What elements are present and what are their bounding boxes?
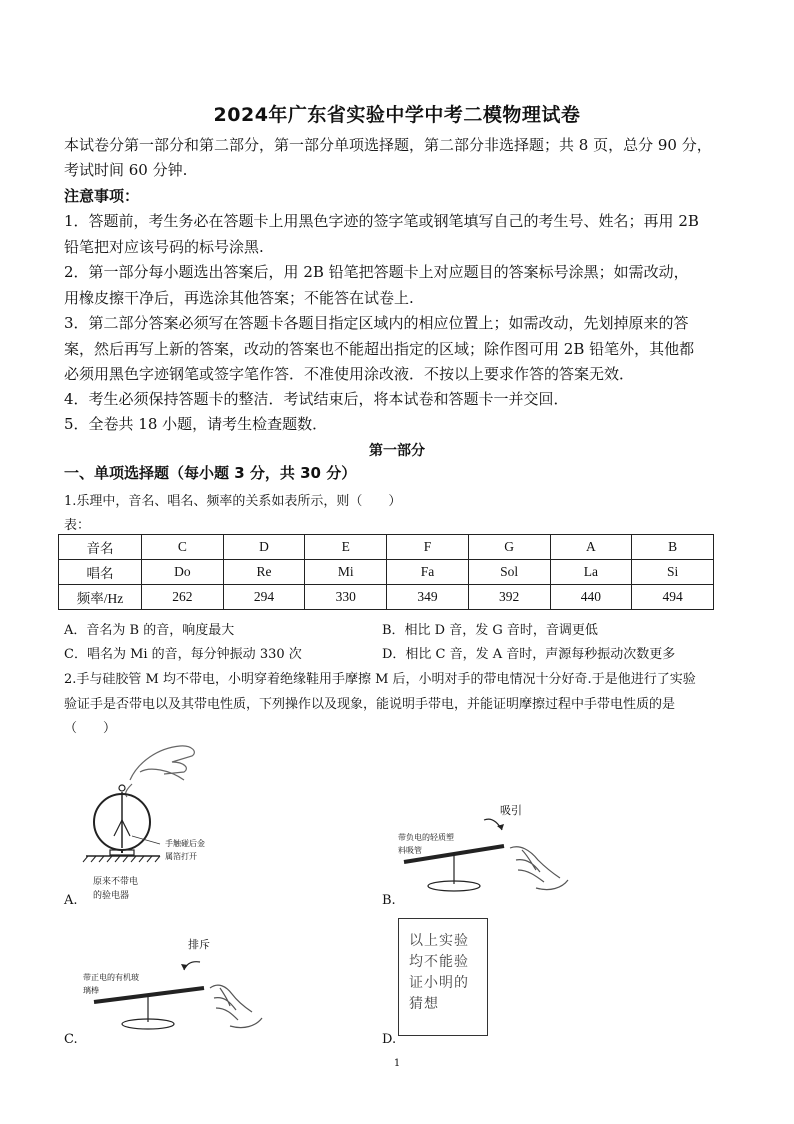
part-title: 第一部分 <box>369 443 425 459</box>
frequency-table <box>58 534 714 610</box>
table-cell: La <box>550 560 632 585</box>
table-cell: 262 <box>142 585 224 610</box>
fig-b-label: B. <box>382 893 396 908</box>
q1-table-label: 表： <box>64 518 91 533</box>
q1-option-a: A．音名为 B 的音，响度最大 <box>64 623 235 638</box>
notice-line: 4．考生必须保持答题卡的整洁．考试结束后，将本试卷和答题卡一并交回． <box>64 390 569 408</box>
table-row <box>59 560 714 585</box>
q1-option-c: C．唱名为 Mi 的音，每分钟振动 330 次 <box>64 647 302 662</box>
table-cell: Re <box>223 560 305 585</box>
fig-c-text: 带正电的有机玻 <box>83 973 139 982</box>
q1-stem: 1.乐理中，音名、唱名、频率的关系如表所示，则（ ） <box>64 494 402 509</box>
intro-line-1: 本试卷分第一部分和第二部分，第一部分单项选择题，第二部分非选择题；共 8 页，总分 90 分， <box>64 136 712 154</box>
notice-line: 用橡皮擦干净后，再选涂其他答案；不能答在试卷上. <box>64 289 414 307</box>
notice-line: 5．全卷共 18 小题，请考生检查题数． <box>64 415 328 433</box>
q2-stem-line: 验证手是否带电以及其带电性质，下列操作以及现象，能说明手带电，并能证明摩擦过程中手带电性质的是 <box>64 697 676 712</box>
table-cell: C <box>142 535 224 560</box>
fig-a-caption: 原来不带电 <box>93 877 139 887</box>
fig-c-text: 璃棒 <box>83 986 99 995</box>
table-cell: B <box>632 535 714 560</box>
fig-a-note: 手触碰后金 <box>165 839 205 848</box>
notice-line: 3．第二部分答案必须写在答题卡各题目指定区域内的相应位置上；如需改动，先划掉原来的答 <box>64 314 689 332</box>
table-cell: 唱名 <box>59 560 142 585</box>
fig-a-caption: 的验电器 <box>93 891 130 901</box>
section-title: 一、单项选择题（每小题 3 分，共 30 分） <box>64 464 357 482</box>
q1-option-b: B．相比 D 音，发 G 音时，音调更低 <box>382 623 598 638</box>
table-cell: 音名 <box>59 535 142 560</box>
table-cell: 349 <box>387 585 469 610</box>
notice-line: 铅笔把对应该号码的标号涂黑. <box>64 238 264 256</box>
table-cell: Sol <box>468 560 550 585</box>
notice-heading: 注意事项： <box>64 187 140 205</box>
table-cell: 330 <box>305 585 387 610</box>
table-cell: G <box>468 535 550 560</box>
table-cell: E <box>305 535 387 560</box>
q1-option-d: D．相比 C 音，发 A 音时，声源每秒振动次数更多 <box>382 647 676 662</box>
q2-stem-line: 2.手与硅胶管 M 均不带电，小明穿着绝缘鞋用手摩擦 M 后，小明对手的带电情况十分好奇.于是他进行了实验 <box>64 672 696 687</box>
fig-d-label: D. <box>382 1032 397 1047</box>
fig-c-effect: 排斥 <box>188 938 210 951</box>
notice-line: 必须用黑色字迹钢笔或签字笔作答．不准使用涂改液．不按以上要求作答的答案无效． <box>64 365 635 383</box>
table-cell: Fa <box>387 560 469 585</box>
notice-line: 1．答题前，考生务必在答题卡上用黑色字迹的签字笔或钢笔填写自己的考生号、姓名；再用 2B <box>64 212 699 230</box>
rod-repel-figure <box>80 940 280 1040</box>
table-cell: 392 <box>468 585 550 610</box>
table-cell: Mi <box>305 560 387 585</box>
fig-a-note: 属箔打开 <box>165 852 197 861</box>
fig-c-label: C. <box>64 1032 78 1047</box>
table-cell: 294 <box>223 585 305 610</box>
notice-line: 案，然后再写上新的答案，改动的答案也不能超出指定的区域；除作图可用 2B 铅笔外，其他都 <box>64 340 695 358</box>
table-cell: D <box>223 535 305 560</box>
page-title: 2024年广东省实验中学中考二模物理试卷 <box>213 104 581 126</box>
notice-line: 2．第一部分每小题选出答案后，用 2B 铅笔把答题卡上对应题目的答案标号涂黑；如需改动， <box>64 263 689 281</box>
fig-b-effect: 吸引 <box>500 804 522 817</box>
fig-d-line: 证小明的 <box>409 975 469 991</box>
table-row <box>59 585 714 610</box>
table-cell: 440 <box>550 585 632 610</box>
table-cell: 494 <box>632 585 714 610</box>
table-cell: F <box>387 535 469 560</box>
table-cell: Do <box>142 560 224 585</box>
table-row <box>59 535 714 560</box>
table-cell: 频率/Hz <box>59 585 142 610</box>
fig-b-text: 料吸管 <box>398 846 422 855</box>
fig-d-line: 猜想 <box>409 996 439 1012</box>
table-cell: Si <box>632 560 714 585</box>
intro-line-2: 考试时间 60 分钟. <box>64 161 188 179</box>
fig-a-label: A. <box>64 893 78 908</box>
fig-d-line: 以上实验 <box>409 933 469 949</box>
fig-d-box <box>398 918 488 1036</box>
page-number: 1 <box>393 1058 401 1069</box>
fig-d-line: 均不能验 <box>409 954 469 970</box>
q2-stem-line: （ ） <box>64 721 117 736</box>
fig-b-text: 带负电的轻质塑 <box>398 833 454 842</box>
table-cell: A <box>550 535 632 560</box>
